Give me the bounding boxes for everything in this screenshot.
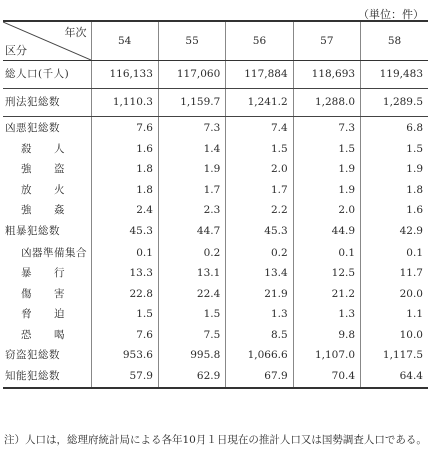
value-cell: 13.4 (226, 263, 293, 284)
value-cell: 13.1 (158, 263, 225, 284)
value-cell: 2.0 (226, 159, 293, 180)
value-cell: 1,107.0 (293, 345, 360, 366)
value-cell: 0.1 (361, 243, 428, 264)
table-row (3, 61, 428, 89)
table-row (3, 89, 428, 117)
value-cell: 7.3 (293, 117, 360, 139)
year-header: 56 (226, 21, 293, 61)
value-cell: 1.5 (158, 304, 225, 325)
value-cell: 21.2 (293, 284, 360, 305)
value-cell: 1.9 (293, 159, 360, 180)
row-label: 脅 迫 (21, 308, 65, 320)
value-cell: 45.3 (91, 221, 158, 243)
corner-top-label: 年次 (64, 26, 87, 39)
value-cell: 1.9 (361, 159, 428, 180)
row-label: 放 火 (21, 183, 65, 196)
footnote: 注）人口は，総理府統計局による各年10月１日現在の推計人口又は国勢調査人口である。 (4, 434, 427, 446)
value-cell: 1.3 (226, 304, 293, 325)
value-cell: 45.3 (226, 221, 293, 243)
value-cell: 9.8 (293, 325, 360, 346)
row-label: 凶悪犯総数 (5, 121, 60, 134)
value-cell: 1,288.0 (293, 89, 360, 117)
value-cell: 116,133 (91, 61, 158, 89)
unit-label: （単位：件） (358, 8, 424, 21)
value-cell: 119,483 (361, 61, 428, 89)
value-cell: 1,110.3 (91, 89, 158, 117)
value-cell: 2.4 (91, 200, 158, 221)
value-cell: 1.5 (226, 139, 293, 160)
table-row (3, 304, 428, 325)
value-cell: 0.1 (293, 243, 360, 264)
table-row (3, 345, 428, 366)
value-cell: 1,241.2 (226, 89, 293, 117)
value-cell: 67.9 (226, 366, 293, 388)
value-cell: 44.7 (158, 221, 225, 243)
value-cell: 7.5 (158, 325, 225, 346)
value-cell: 8.5 (226, 325, 293, 346)
value-cell: 44.9 (293, 221, 360, 243)
value-cell: 1,117.5 (361, 345, 428, 366)
row-label: 知能犯総数 (5, 369, 60, 382)
value-cell: 1.3 (293, 304, 360, 325)
value-cell: 7.6 (91, 325, 158, 346)
value-cell: 22.8 (91, 284, 158, 305)
row-label: 凶器準備集合 (21, 246, 87, 259)
value-cell: 13.3 (91, 263, 158, 284)
year-header: 58 (361, 21, 428, 61)
table-row (3, 117, 428, 139)
value-cell: 995.8 (158, 345, 225, 366)
table-row (3, 325, 428, 346)
table-row (3, 139, 428, 160)
table-row (3, 284, 428, 305)
value-cell: 1.7 (226, 180, 293, 201)
header-row (3, 21, 428, 61)
value-cell: 1.4 (158, 139, 225, 160)
row-label: 殺 人 (21, 142, 65, 155)
value-cell: 1,066.6 (226, 345, 293, 366)
value-cell: 1,159.7 (158, 89, 225, 117)
table-row (3, 366, 428, 388)
value-cell: 117,884 (226, 61, 293, 89)
value-cell: 10.0 (361, 325, 428, 346)
row-label: 粗暴犯総数 (5, 225, 60, 238)
value-cell: 117,060 (158, 61, 225, 89)
value-cell: 0.2 (226, 243, 293, 264)
value-cell: 1.5 (361, 139, 428, 160)
value-cell: 64.4 (361, 366, 428, 388)
row-label: 刑法犯総数 (3, 89, 91, 117)
value-cell: 20.0 (361, 284, 428, 305)
value-cell: 1.6 (91, 139, 158, 160)
year-header: 57 (293, 21, 360, 61)
value-cell: 7.3 (158, 117, 225, 139)
value-cell: 1.8 (91, 180, 158, 201)
table-row (3, 243, 428, 264)
value-cell: 7.4 (226, 117, 293, 139)
value-cell: 7.6 (91, 117, 158, 139)
value-cell: 1.5 (91, 304, 158, 325)
value-cell: 1.6 (361, 200, 428, 221)
row-label: 傷 害 (21, 287, 65, 300)
value-cell: 0.2 (158, 243, 225, 264)
row-label: 恐 喝 (21, 328, 65, 341)
value-cell: 1.1 (361, 304, 428, 325)
year-header: 55 (158, 21, 225, 61)
row-label: 暴 行 (21, 267, 65, 279)
table-row (3, 221, 428, 243)
table-row (3, 159, 428, 180)
value-cell: 6.8 (361, 117, 428, 139)
value-cell: 1.7 (158, 180, 225, 201)
value-cell: 57.9 (91, 366, 158, 388)
value-cell: 12.5 (293, 263, 360, 284)
value-cell: 22.4 (158, 284, 225, 305)
table-row (3, 263, 428, 284)
value-cell: 2.2 (226, 200, 293, 221)
value-cell: 70.4 (293, 366, 360, 388)
value-cell: 11.7 (361, 263, 428, 284)
value-cell: 1,289.5 (361, 89, 428, 117)
table-row (3, 180, 428, 201)
value-cell: 1.8 (361, 180, 428, 201)
year-header: 54 (91, 21, 158, 61)
table-row (3, 200, 428, 221)
crime-statistics-table (3, 20, 428, 389)
value-cell: 118,693 (293, 61, 360, 89)
value-cell: 1.9 (293, 180, 360, 201)
row-label: 窃盗犯総数 (5, 349, 60, 361)
value-cell: 2.3 (158, 200, 225, 221)
value-cell: 1.5 (293, 139, 360, 160)
value-cell: 2.0 (293, 200, 360, 221)
row-label: 強 盗 (21, 163, 65, 175)
value-cell: 21.9 (226, 284, 293, 305)
corner-bottom-label: 区分 (5, 44, 27, 57)
value-cell: 42.9 (361, 221, 428, 243)
value-cell: 62.9 (158, 366, 225, 388)
value-cell: 1.9 (158, 159, 225, 180)
value-cell: 1.8 (91, 159, 158, 180)
corner-cell (3, 21, 91, 61)
row-label: 強 姦 (21, 204, 65, 216)
value-cell: 953.6 (91, 345, 158, 366)
row-label: 総人口(千人) (3, 61, 91, 89)
value-cell: 0.1 (91, 243, 158, 264)
